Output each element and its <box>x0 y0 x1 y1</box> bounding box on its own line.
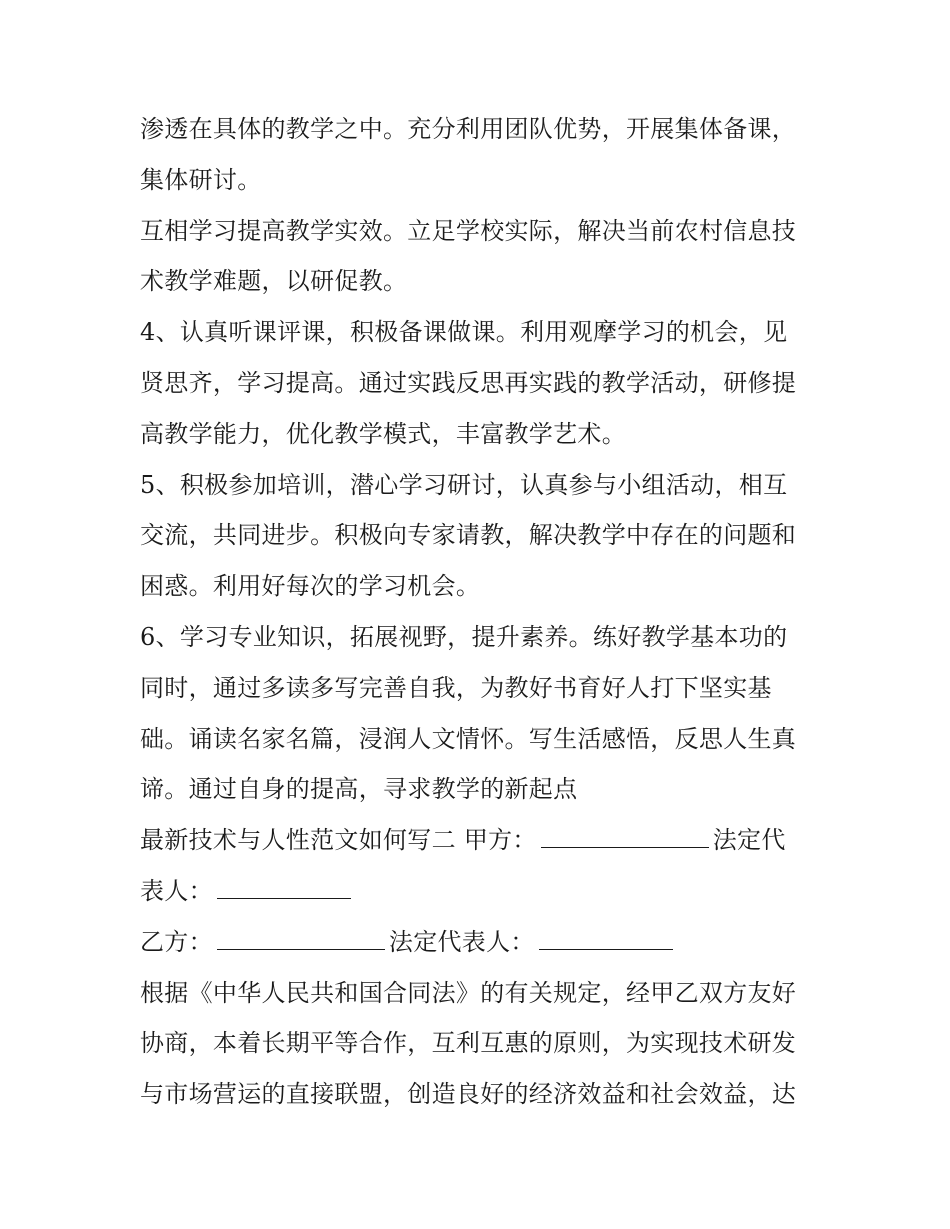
contract-party-a-line <box>140 815 820 866</box>
text-line: 4、认真听课评课，积极备课做课。利用观摩学习的机会，见 <box>140 318 788 347</box>
text-line: 渗透在具体的教学之中。充分利用团队优势，开展集体备课， <box>140 115 797 143</box>
text-line: 协商，本着长期平等合作，互利互惠的原则，为实现技术研发 <box>140 1029 797 1058</box>
party-b-blank <box>217 927 385 950</box>
text-line: 谛。通过自身的提高，寻求教学的新起点 <box>140 775 578 804</box>
document-body <box>140 104 820 1120</box>
text-line: 6、学习专业知识，拓展视野，提升素养。练好教学基本功的 <box>140 622 788 651</box>
text-line: 术教学难题，以研促教。 <box>140 267 408 296</box>
text-line: 互相学习提高教学实效。立足学校实际，解决当前农村信息技 <box>140 216 797 245</box>
text-line: 高教学能力，优化教学模式，丰富教学艺术。 <box>140 419 626 448</box>
party-b-legal-rep-blank <box>539 927 673 950</box>
contract-legal-rep-line <box>140 866 820 917</box>
party-b-label: 乙方： <box>140 927 213 956</box>
party-a-legal-rep-blank <box>217 876 351 899</box>
text-line: 贤思齐，学习提高。通过实践反思再实践的教学活动，研修提 <box>140 368 797 397</box>
contract-title-party-a-label: 最新技术与人性范文如何写二 甲方： <box>140 826 537 855</box>
party-a-blank <box>541 825 709 848</box>
contract-party-b-line <box>140 917 820 968</box>
text-line: 同时，通过多读多写完善自我，为教好书育好人打下坚实基 <box>140 673 772 702</box>
party-b-legal-rep-label: 法定代表人： <box>388 927 535 956</box>
text-line: 与市场营运的直接联盟，创造良好的经济效益和社会效益，达 <box>140 1080 797 1109</box>
text-line: 交流，共同进步。积极向专家请教，解决教学中存在的问题和 <box>140 521 797 550</box>
legal-rep-label-end: 表人： <box>140 876 213 905</box>
text-line: 根据《中华人民共和国合同法》的有关规定，经甲乙双方友好 <box>140 978 797 1007</box>
text-line: 困惑。利用好每次的学习机会。 <box>140 572 481 601</box>
text-line: 础。诵读名家名篇，浸润人文情怀。写生活感悟，反思人生真 <box>140 724 797 753</box>
text-line: 集体研讨。 <box>140 165 262 194</box>
text-line: 5、积极参加培训，潜心学习研讨，认真参与小组活动，相互 <box>140 470 788 499</box>
legal-rep-label-start: 法定代 <box>712 826 786 855</box>
